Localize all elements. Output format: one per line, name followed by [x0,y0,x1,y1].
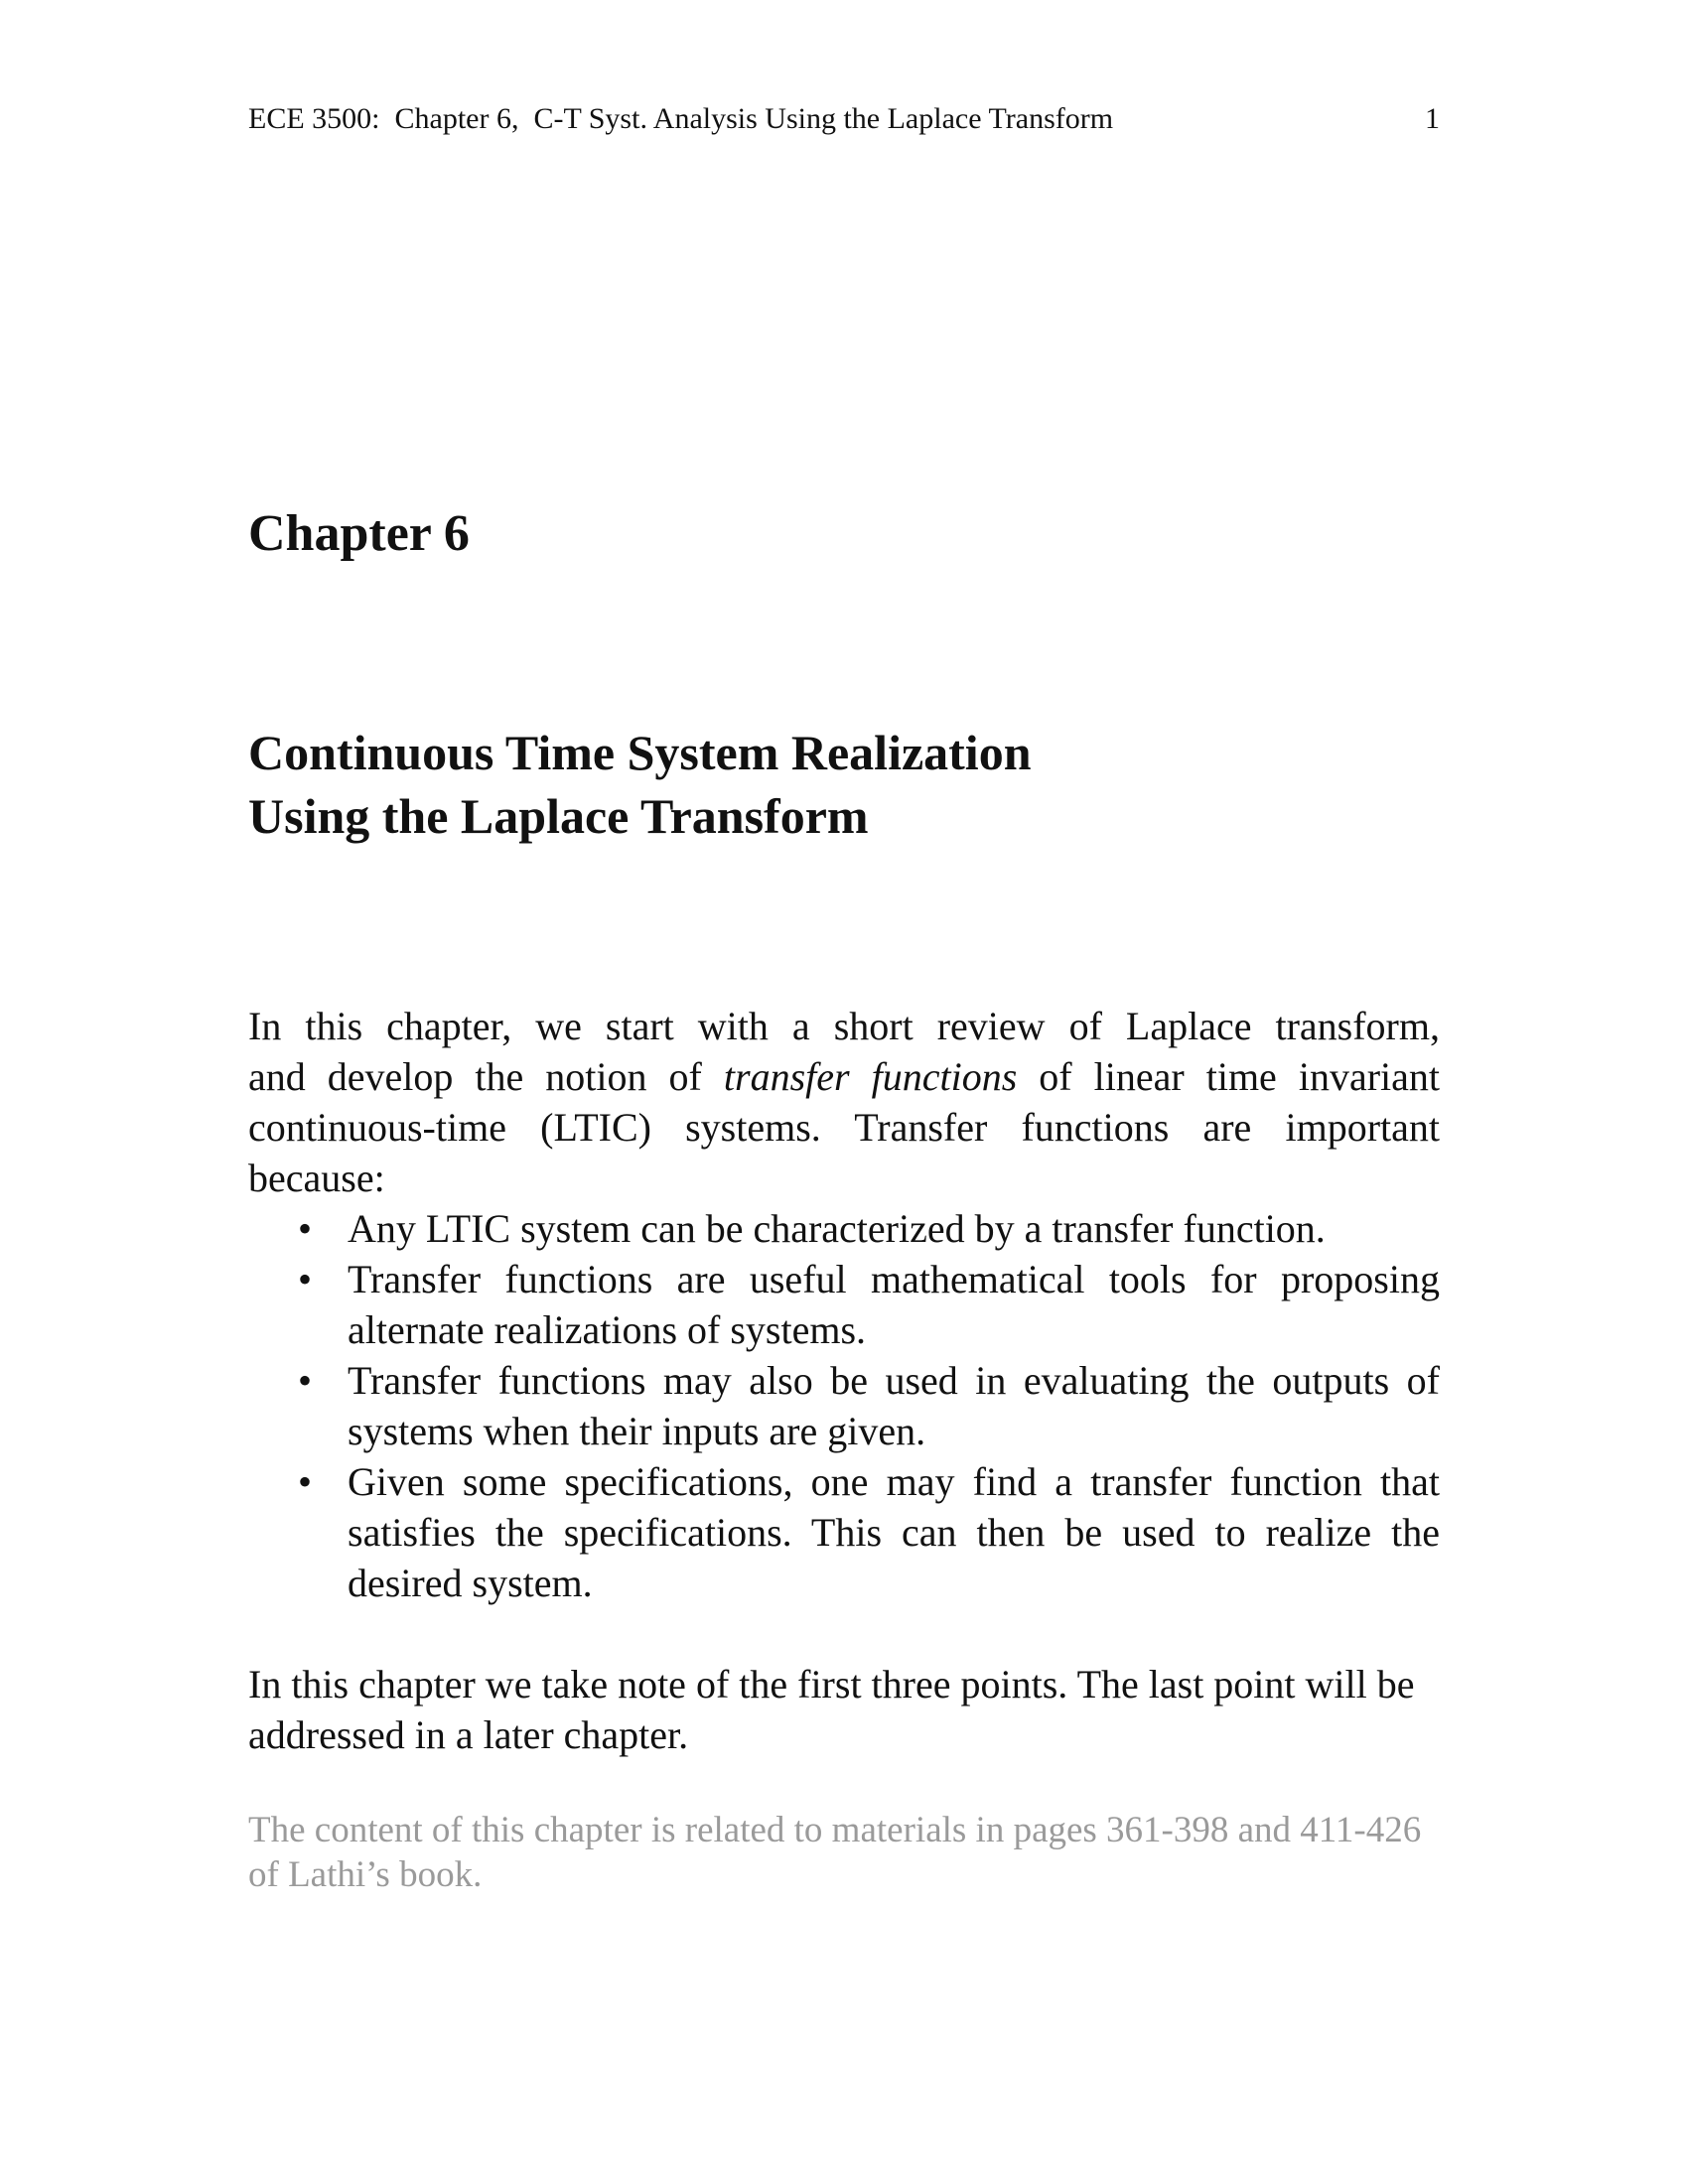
reference-note: The content of this chapter is related to materials in pages 361-398 and 411-426 of Lathi’s book. [248,1810,1422,1895]
intro-line-4: because: [248,1156,385,1200]
bullet-icon: • [298,1257,313,1301]
list-item [248,1254,1440,1355]
list-item-text: Any LTIC system can be characterized by a transfer function. [348,1206,1326,1251]
list-item [248,1456,1440,1608]
bullet-icon: • [298,1206,313,1251]
chapter-label: Chapter 6 [248,505,470,562]
chapter-title-line-1: Continuous Time System Realization [248,725,1032,780]
intro-line-1: In this chapter, we start with a short review of Laplace transform, [248,1004,1440,1048]
list-item-text: Transfer functions may also be used in evaluating the outputs of systems when their inputs are given. [348,1358,1440,1453]
list-item-text: Given some specifications, one may find a transfer function that satisfies the specifications. This can then be used to realize the desired system. [348,1459,1440,1605]
list-item-text: Transfer functions are useful mathematical tools for proposing alternate realizations of systems. [348,1257,1440,1352]
list-item [248,1355,1440,1456]
chapter-title [248,721,1440,848]
intro-line-3: continuous-time (LTIC) systems. Transfer functions are important [248,1105,1440,1150]
intro-paragraph [248,1001,1440,1203]
intro-line-2-end: of linear time invariant [1017,1054,1441,1099]
closing-paragraph: In this chapter we take note of the first three points. The last point will be addressed in a later chapter. [248,1662,1415,1757]
list-item [248,1203,1440,1254]
bullet-list [248,1203,1440,1608]
running-header-title: ECE 3500: Chapter 6, C-T Syst. Analysis Using the Laplace Transform [248,102,1114,135]
transfer-functions-emphasis: transfer functions [723,1054,1018,1099]
chapter-title-line-2: Using the Laplace Transform [248,788,869,844]
bullet-icon: • [298,1459,313,1504]
page-number: 1 [1425,102,1440,135]
intro-line-2 [248,1051,1440,1102]
intro-line-2-start: and develop the notion of [248,1054,724,1099]
bullet-icon: • [298,1358,313,1403]
